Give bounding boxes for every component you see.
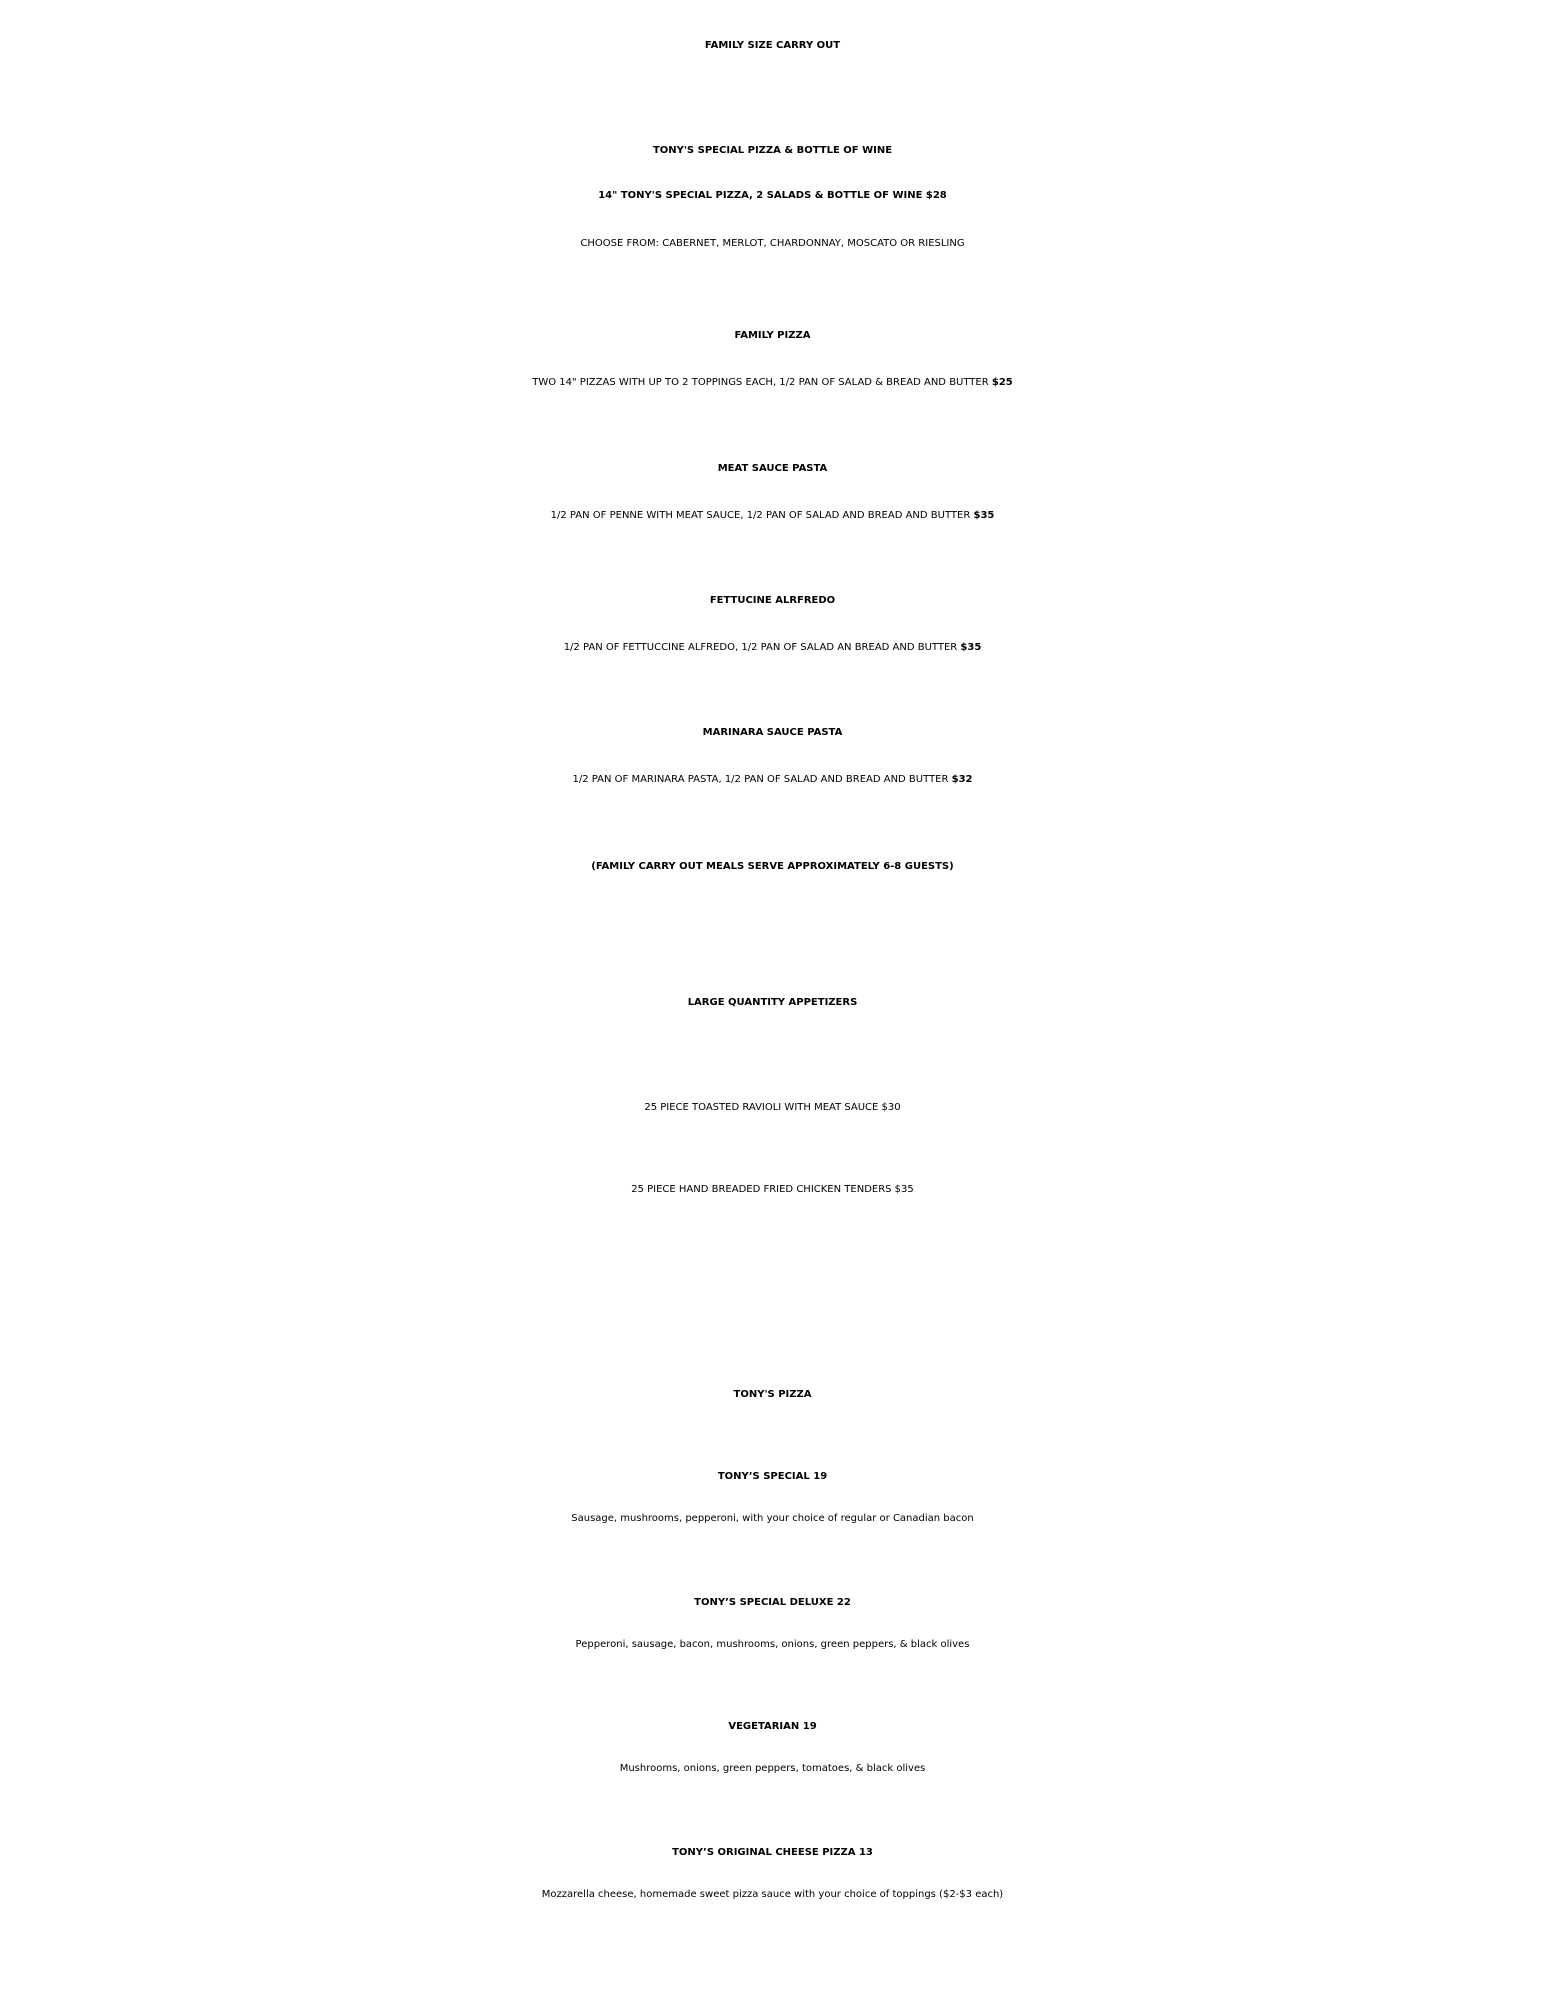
family-item-desc: [0, 642, 1545, 653]
family-serving-note: (FAMILY CARRY OUT MEALS SERVE APPROXIMATELY 6-8 GUESTS): [591, 861, 954, 872]
family-item-desc-text: 1/2 PAN OF PENNE WITH MEAT SAUCE, 1/2 PAN OF SALAD AND BREAD AND BUTTER: [550, 510, 971, 521]
family-item-price: $35: [960, 642, 982, 653]
pizza-item-name: TONY’S SPECIAL DELUXE 22: [694, 1597, 851, 1608]
family-item-desc: [0, 510, 1545, 521]
pizza-section-title: TONY'S PIZZA: [733, 1389, 812, 1400]
family-item-name: FAMILY PIZZA: [734, 330, 811, 341]
appetizer-item: 25 PIECE HAND BREADED FRIED CHICKEN TENDERS $35: [631, 1184, 914, 1195]
pizza-item-desc: Pepperoni, sausage, bacon, mushrooms, onions, green peppers, & black olives: [575, 1639, 970, 1650]
family-item-price: $32: [951, 774, 973, 785]
pizza-item-name: TONY’S SPECIAL 19: [717, 1471, 828, 1482]
wine-special-heading: TONY'S SPECIAL PIZZA & BOTTLE OF WINE: [652, 145, 893, 156]
family-item-desc-text: 1/2 PAN OF MARINARA PASTA, 1/2 PAN OF SALAD AND BREAD AND BUTTER: [572, 774, 949, 785]
family-item-name: FETTUCINE ALRFREDO: [709, 595, 836, 606]
pizza-item-name: VEGETARIAN 19: [728, 1721, 817, 1732]
pizza-item-desc: Sausage, mushrooms, pepperoni, with your choice of regular or Canadian bacon: [571, 1513, 974, 1524]
family-item-price: $25: [991, 377, 1013, 388]
family-item-desc: [0, 774, 1545, 785]
family-item-desc-text: 1/2 PAN OF FETTUCCINE ALFREDO, 1/2 PAN OF SALAD AN BREAD AND BUTTER: [563, 642, 958, 653]
family-item-desc: [0, 377, 1545, 388]
family-section-title: FAMILY SIZE CARRY OUT: [704, 40, 841, 51]
pizza-item-desc: Mozzarella cheese, homemade sweet pizza sauce with your choice of toppings ($2-$3 each): [541, 1889, 1004, 1900]
family-item-desc-text: TWO 14" PIZZAS WITH UP TO 2 TOPPINGS EACH, 1/2 PAN OF SALAD & BREAD AND BUTTER: [532, 377, 989, 388]
pizza-item-name: TONY’S ORIGINAL CHEESE PIZZA 13: [672, 1847, 873, 1858]
family-item-name: MEAT SAUCE PASTA: [717, 463, 828, 474]
wine-choices: CHOOSE FROM: CABERNET, MERLOT, CHARDONNAY, MOSCATO OR RIESLING: [580, 238, 965, 249]
appetizer-item: 25 PIECE TOASTED RAVIOLI WITH MEAT SAUCE $30: [644, 1102, 901, 1113]
family-item-price: $35: [973, 510, 995, 521]
wine-special-subheading: 14" TONY'S SPECIAL PIZZA, 2 SALADS & BOTTLE OF WINE $28: [598, 190, 947, 201]
pizza-item-desc: Mushrooms, onions, green peppers, tomatoes, & black olives: [619, 1763, 926, 1774]
appetizers-section-title: LARGE QUANTITY APPETIZERS: [687, 997, 858, 1008]
family-item-name: MARINARA SAUCE PASTA: [702, 727, 843, 738]
